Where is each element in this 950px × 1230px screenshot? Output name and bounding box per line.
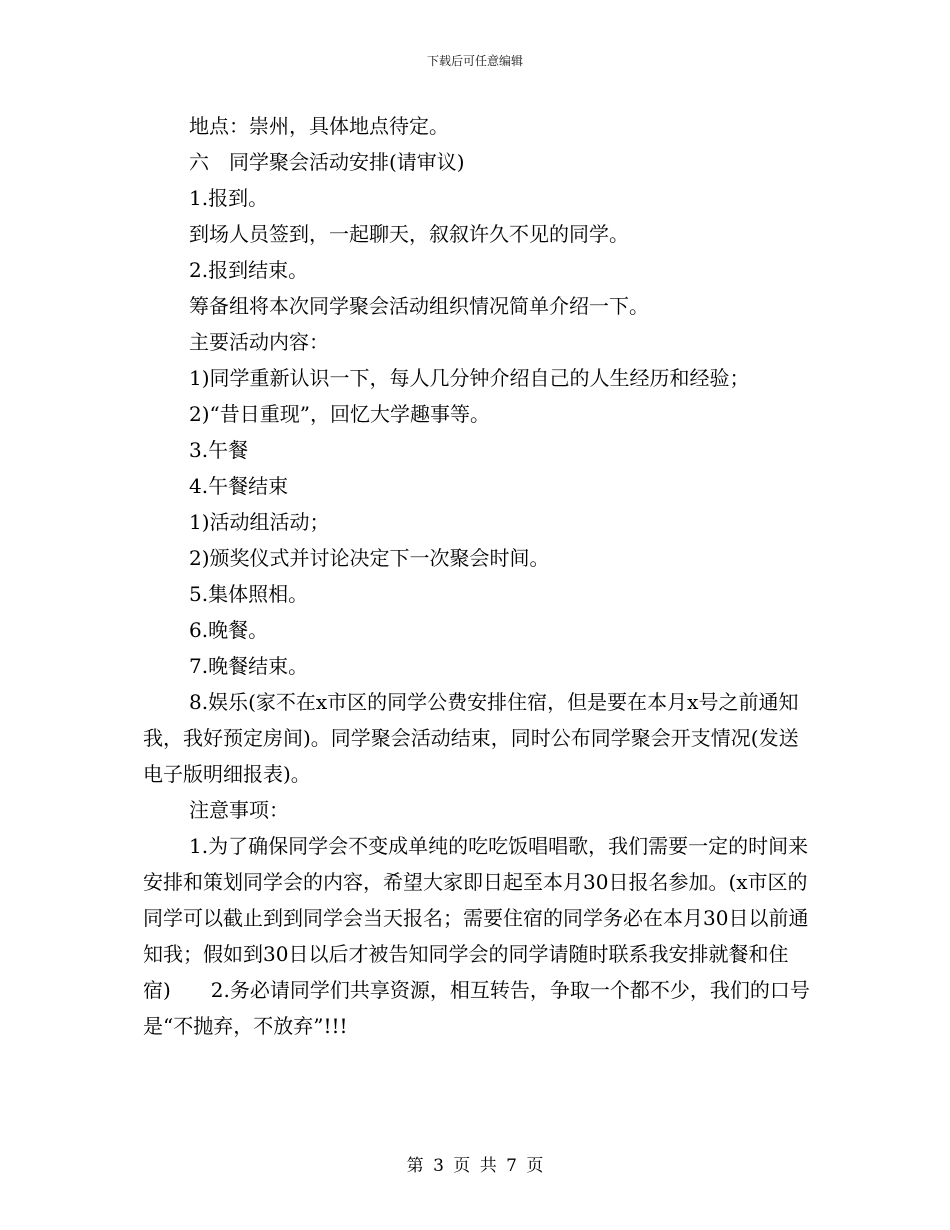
notes-paragraph: 1.为了确保同学会不变成单纯的吃吃饭唱唱歌，我们需要一定的时间来安排和策划同学会的内容，希望大家即日起至本月30日报名参加。(x市区的同学可以截止到到同学会当天报名；需要住宿的同学务必在本月30日以前通知我；假如到30日以后才被告知同学会的同学请随时联系我安排就餐和住宿) 2.务必请同学们共享资源，相互转告，争取一个都不少，我们的口号是“不抛弃，不放弃”!!! — [143, 834, 810, 1038]
list-item: 1)活动组活动； — [189, 510, 330, 534]
section-heading-schedule: 六 同学聚会活动安排(请审议) — [189, 150, 465, 174]
location-paragraph: 地点：崇州，具体地点待定。 — [189, 114, 449, 138]
page-number: 第 3 页 共 7 页 — [406, 1156, 544, 1176]
list-item: 4.午餐结束 — [189, 474, 289, 498]
list-item: 到场人员签到，一起聊天，叙叙许久不见的同学。 — [189, 222, 629, 246]
list-item: 1)同学重新认识一下，每人几分钟介绍自己的人生经历和经验； — [189, 366, 750, 390]
entertainment-paragraph: 8.娱乐(家不在x市区的同学公费安排住宿，但是要在本月x号之前通知我，我好预定房间)。同学聚会活动结束，同时公布同学聚会开支情况(发送电子版明细报表)。 — [143, 690, 799, 786]
list-item: 筹备组将本次同学聚会活动组织情况简单介绍一下。 — [189, 294, 649, 318]
list-item: 主要活动内容： — [189, 330, 329, 354]
list-item: 7.晚餐结束。 — [189, 654, 309, 678]
list-item: 3.午餐 — [189, 438, 249, 462]
list-item: 5.集体照相。 — [189, 582, 309, 606]
list-item: 2)颁奖仪式并讨论决定下一次聚会时间。 — [189, 546, 550, 570]
list-item: 6.晚餐。 — [189, 618, 269, 642]
document-body — [143, 108, 811, 1044]
notes-heading: 注意事项： — [189, 798, 289, 822]
list-item: 2.报到结束。 — [189, 258, 309, 282]
list-item: 2)“昔日重现”，回忆大学趣事等。 — [189, 402, 490, 426]
page-header-note: 下载后可任意编辑 — [426, 54, 523, 68]
list-item: 1.报到。 — [189, 186, 269, 210]
